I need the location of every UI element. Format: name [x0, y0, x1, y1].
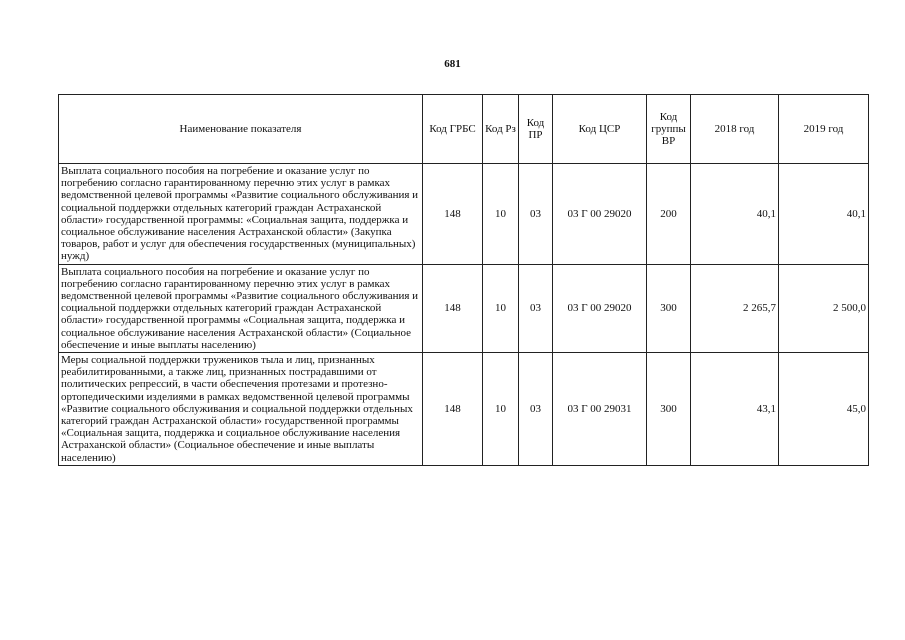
- row-pr: 03: [519, 353, 553, 466]
- row-csr: 03 Г 00 29020: [553, 164, 647, 265]
- table-body: [59, 164, 869, 466]
- row-2018: 43,1: [691, 353, 779, 466]
- table-row: [59, 164, 869, 265]
- row-vr: 300: [647, 353, 691, 466]
- header-csr: Код ЦСР: [553, 95, 647, 164]
- row-vr: 200: [647, 164, 691, 265]
- row-grbs: 148: [423, 264, 483, 352]
- header-2019: 2019 год: [779, 95, 869, 164]
- row-rz: 10: [483, 353, 519, 466]
- header-grbs: Код ГРБС: [423, 95, 483, 164]
- row-vr: 300: [647, 264, 691, 352]
- row-name: Меры социальной поддержки тружеников тыла и лиц, признанных реабилитированными, а также лиц, признанных пострадавшими от политических репрессий, в части обеспечения протезами и протезно-ортопедическими изделиями в рамках ведомственной целевой программы «Развитие социального обслуживания и социальной поддержки отдельных категорий граждан Астраханской области» государственной программы «Социальная защита, поддержка и социальное обслуживание населения Астраханской области» (Социальное обеспечение и иные выплаты населению): [59, 353, 423, 466]
- row-rz: 10: [483, 264, 519, 352]
- row-grbs: 148: [423, 353, 483, 466]
- row-grbs: 148: [423, 164, 483, 265]
- row-2019: 45,0: [779, 353, 869, 466]
- row-2019: 2 500,0: [779, 264, 869, 352]
- table-header: [59, 95, 869, 164]
- table-row: [59, 353, 869, 466]
- row-2018: 2 265,7: [691, 264, 779, 352]
- row-2019: 40,1: [779, 164, 869, 265]
- row-csr: 03 Г 00 29031: [553, 353, 647, 466]
- header-2018: 2018 год: [691, 95, 779, 164]
- row-2018: 40,1: [691, 164, 779, 265]
- row-name: Выплата социального пособия на погребение и оказание услуг по погребению согласно гарантированному перечню этих услуг в рамках ведомственной целевой программы «Развитие социального обслуживания и социальной поддержки отдельных категорий граждан Астраханской области» государственной программы «Социальная защита, поддержка и социальное обслуживание населения Астраханской области» (Социальное обеспечение и иные выплаты населению): [59, 264, 423, 352]
- header-pr: Код ПР: [519, 95, 553, 164]
- header-name: Наименование показателя: [59, 95, 423, 164]
- row-csr: 03 Г 00 29020: [553, 264, 647, 352]
- budget-table: [58, 94, 869, 466]
- row-pr: 03: [519, 164, 553, 265]
- page-number: 681: [444, 58, 461, 70]
- row-name: Выплата социального пособия на погребение и оказание услуг по погребению согласно гарантированному перечню этих услуг в рамках ведомственной целевой программы «Развитие социального обслуживания и социальной поддержки отдельных категорий граждан Астраханской области» государственной программы: «Социальная защита, поддержка и социальное обслуживание населения Астраханской области» (Закупка товаров, работ и услуг для обеспечения государственных (муниципальных) нужд): [59, 164, 423, 265]
- header-rz: Код Рз: [483, 95, 519, 164]
- header-row: [59, 95, 869, 164]
- table-row: [59, 264, 869, 352]
- header-vr: Код группы ВР: [647, 95, 691, 164]
- row-pr: 03: [519, 264, 553, 352]
- row-rz: 10: [483, 164, 519, 265]
